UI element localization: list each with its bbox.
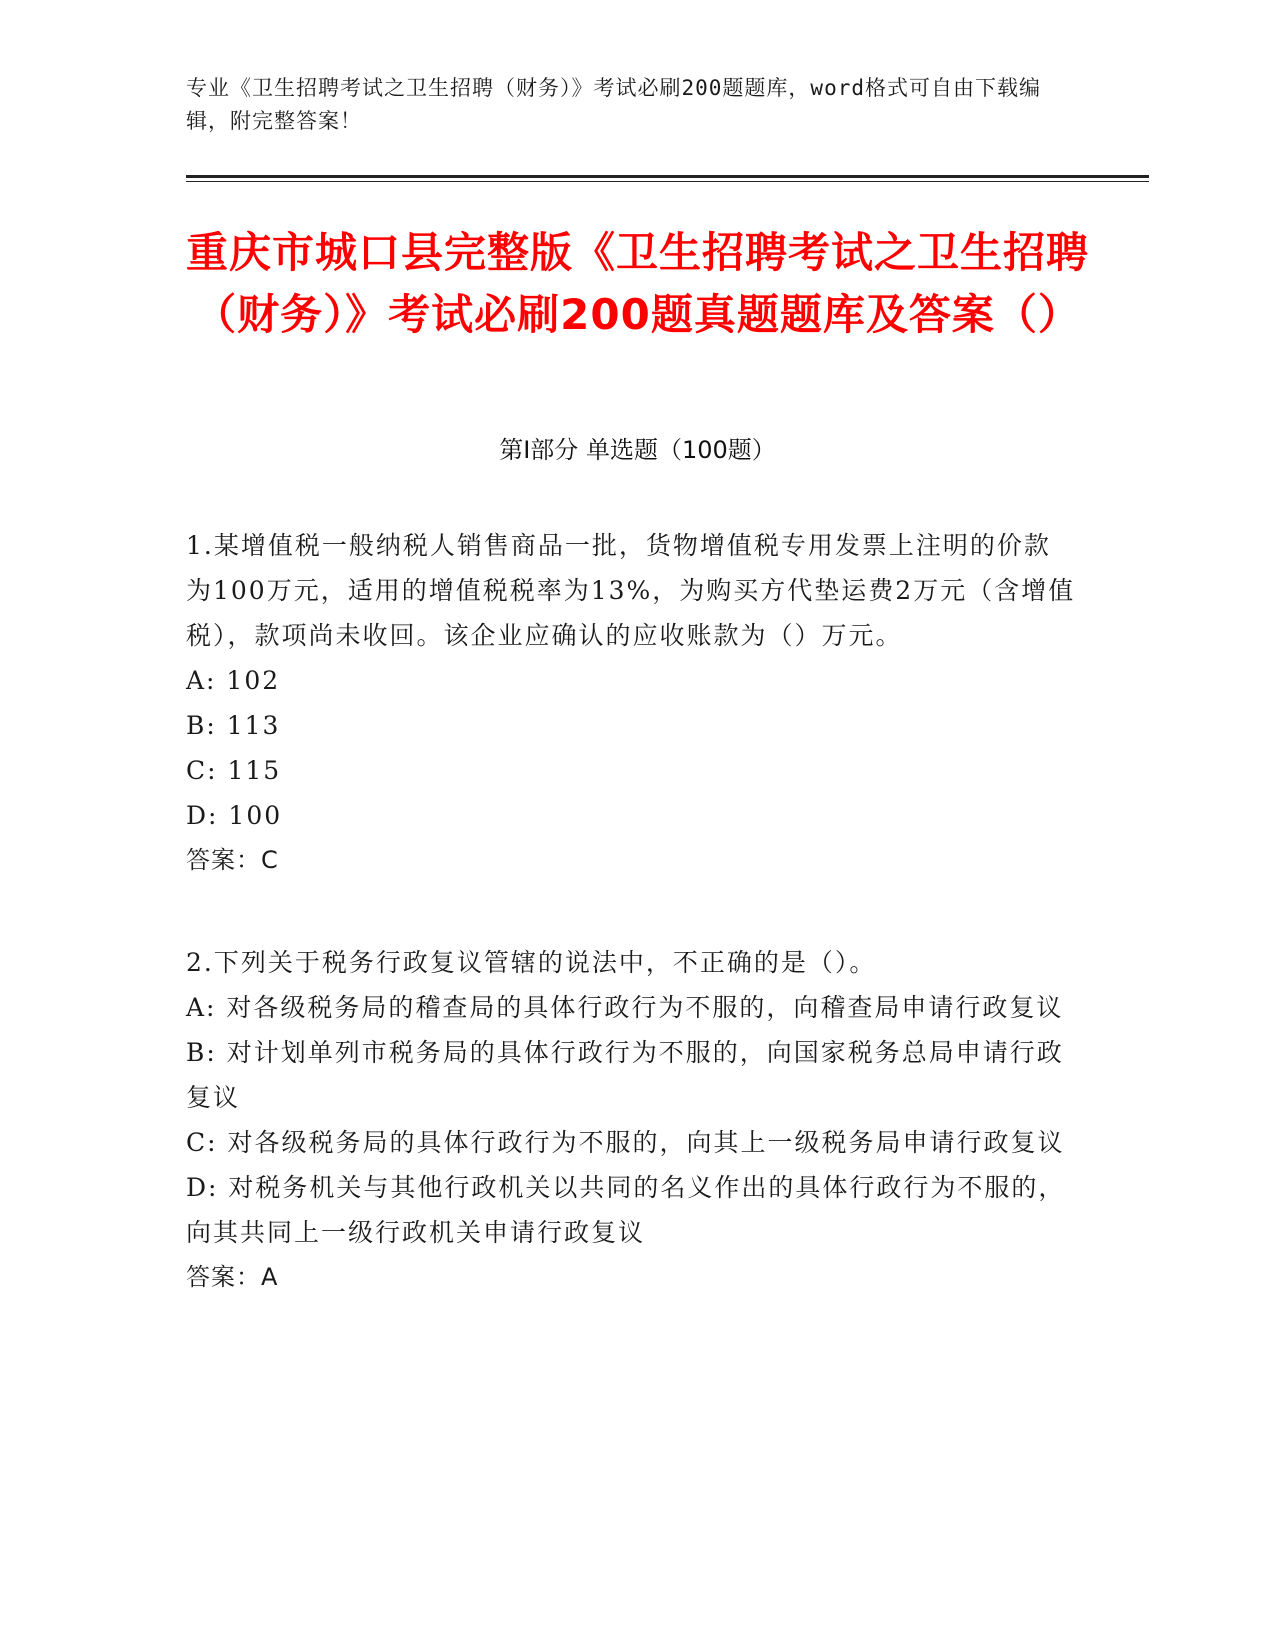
question-stem: 2.下列关于税务行政复议管辖的说法中，不正确的是（）。 <box>186 948 877 977</box>
option-d: D: 100 <box>186 801 283 830</box>
option-b: B: 对计划单列市税务局的具体行政行为不服的，向国家税务总局申请行政复议 <box>186 1038 1064 1112</box>
question-1 <box>186 523 1076 883</box>
question-stem: 1.某增值税一般纳税人销售商品一批，货物增值税专用发票上注明的价款为100万元，适用的增值税税率为13%，为购买方代垫运费2万元（含增值税），款项尚未收回。该企业应确认的应收账款为（）万元。 <box>186 531 1076 650</box>
header-note: 专业《卫生招聘考试之卫生招聘（财务）》考试必刷200题题库，word格式可自由下载编辑，附完整答案！ <box>186 76 1041 133</box>
option-b: B: 113 <box>186 711 281 740</box>
document-title: 重庆市城口县完整版《卫生招聘考试之卫生招聘（财务）》考试必刷200题真题题库及答案（） <box>186 228 1090 339</box>
option-a: A: 102 <box>186 666 281 695</box>
question-2 <box>186 940 1076 1300</box>
section-title: 第Ⅰ部分 单选题（100题） <box>499 436 776 464</box>
option-c: C: 115 <box>186 756 282 785</box>
answer-line: 答案：C <box>186 846 279 874</box>
answer-line: 答案：A <box>186 1263 279 1291</box>
option-d: D: 对税务机关与其他行政机关以共同的名义作出的具体行政行为不服的，向其共同上一级行政机关申请行政复议 <box>186 1173 1066 1247</box>
header-divider-thick <box>186 175 1149 178</box>
option-a: A: 对各级税务局的稽查局的具体行政行为不服的，向稽查局申请行政复议 <box>186 993 1064 1022</box>
header-divider-thin <box>186 181 1149 182</box>
option-c: C: 对各级税务局的具体行政行为不服的，向其上一级税务局申请行政复议 <box>186 1128 1065 1157</box>
